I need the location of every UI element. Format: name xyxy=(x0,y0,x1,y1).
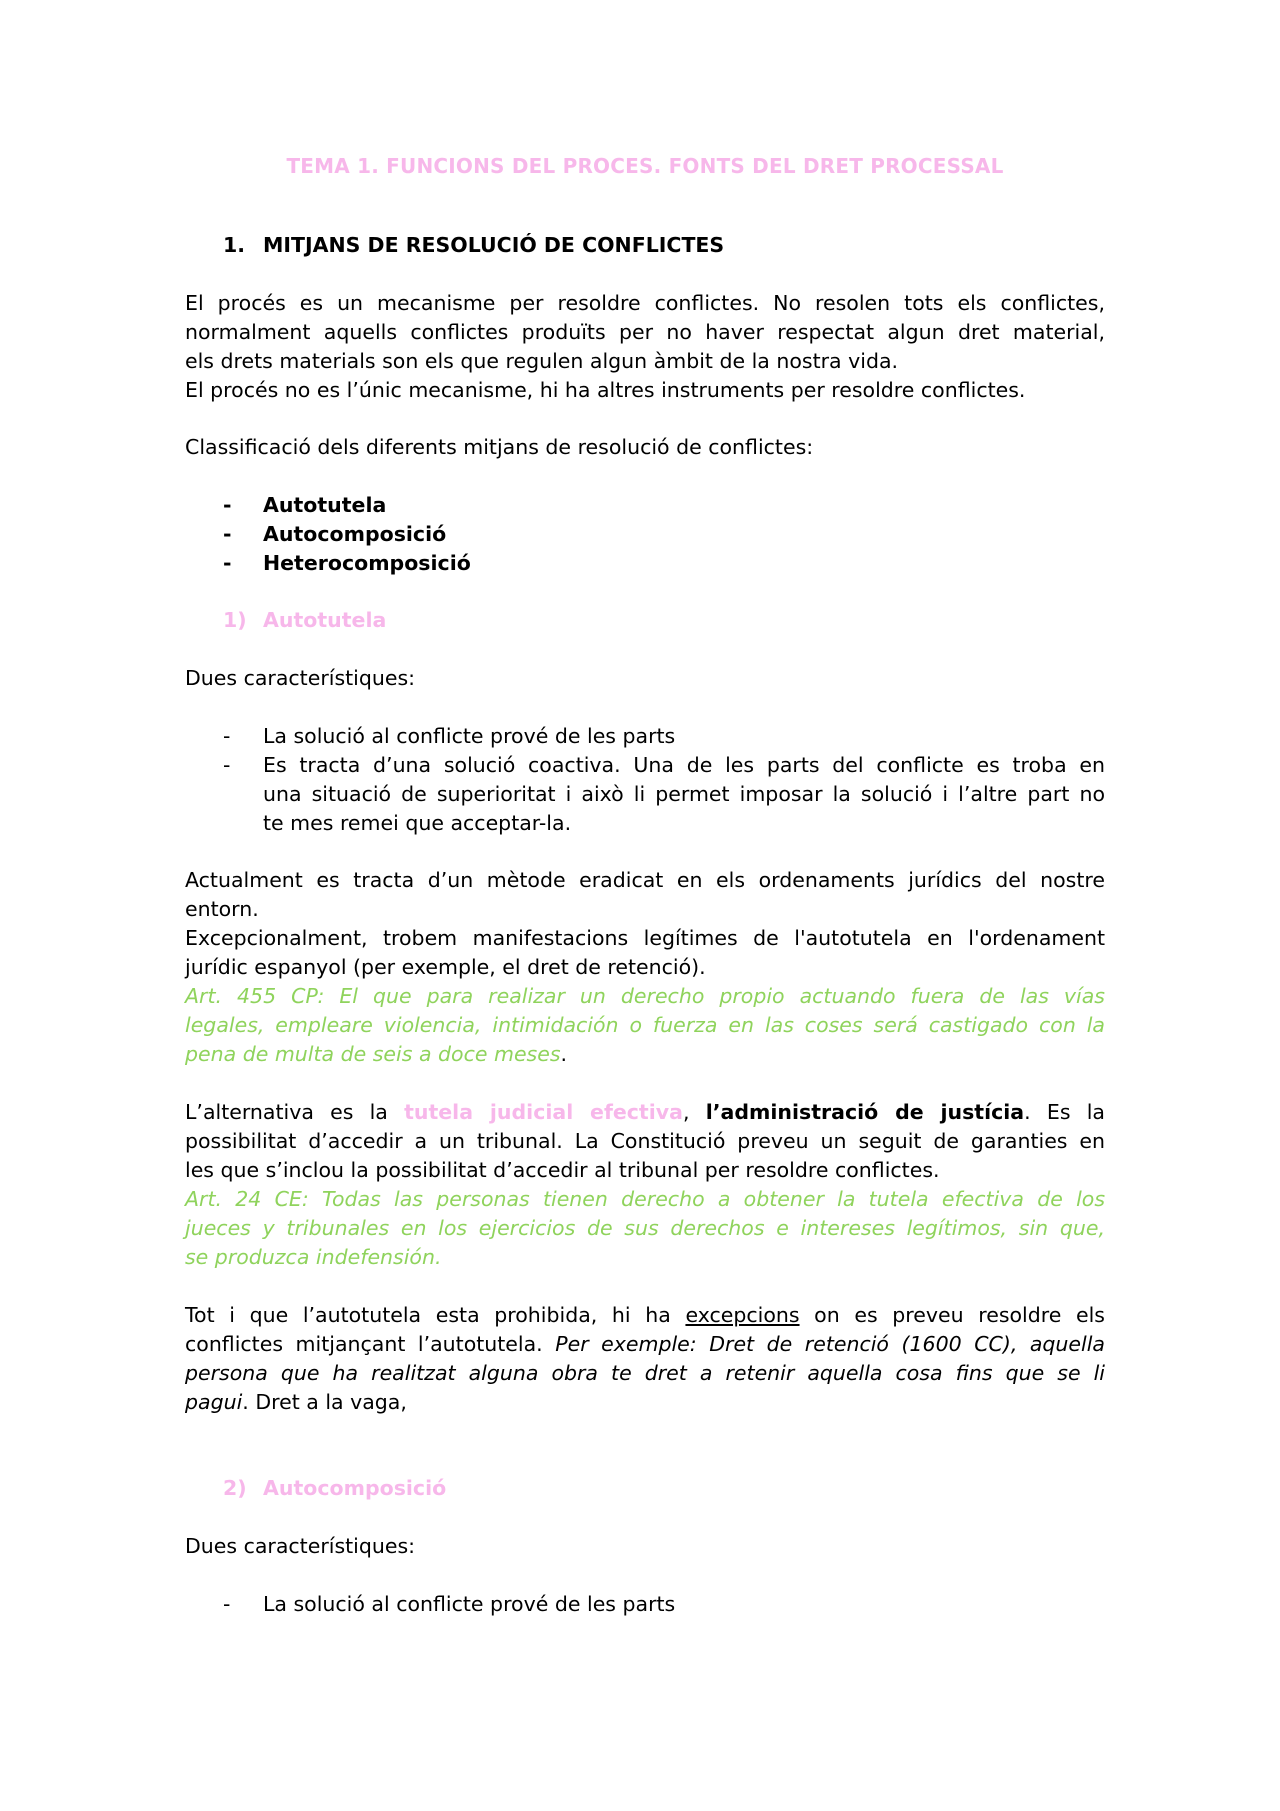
list-item-text: Autocomposició xyxy=(263,522,447,546)
subsection-heading-autocomposicio xyxy=(223,1474,1143,1503)
list-item-line: Es tracta d’una solució coactiva. Una de les parts del conflicte es troba en xyxy=(263,753,1105,777)
list-item xyxy=(185,491,1105,520)
list-item xyxy=(185,722,1105,751)
intro-line: El procés no es l’únic mecanisme, hi ha altres instruments per resoldre conflictes. xyxy=(185,378,1026,402)
characteristics-list xyxy=(185,1590,1105,1619)
paragraph-line: les que s’inclou la possibilitat d’accedir al tribunal per resoldre conflictes. xyxy=(185,1158,940,1182)
list-item-text: La solució al conflicte prové de les parts xyxy=(263,1592,676,1616)
excepcions-paragraph xyxy=(185,1301,1105,1417)
underlined-excepcions: excepcions xyxy=(685,1303,800,1327)
paragraph-line: Actualment es tracta d’un mètode eradicat en els ordenaments jurídics del nostre xyxy=(185,868,1105,892)
document-title: TEMA 1. FUNCIONS DEL PROCES. FONTS DEL DRET PROCESSAL xyxy=(286,154,1004,178)
bullet: - xyxy=(223,551,232,575)
text-span: . Es la xyxy=(1024,1100,1105,1124)
paragraph-line xyxy=(185,1301,1105,1330)
text-span: conflictes mitjançant l’autotutela. xyxy=(185,1332,556,1356)
types-list xyxy=(185,491,1105,581)
paragraph-line: entorn. xyxy=(185,897,259,921)
paragraph-line: jurídic espanyol (per exemple, el dret de retenció). xyxy=(185,955,706,979)
italic-span: Per exemple: Dret de retenció (1600 CC), aquella xyxy=(555,1332,1105,1356)
characteristics-list xyxy=(185,722,1105,842)
quote-line: Art. 24 CE: Todas las personas tienen derecho a obtener la tutela efectiva de los xyxy=(185,1187,1105,1211)
intro-line: normalment aquells conflictes produïts per no haver respectat algun dret material, xyxy=(185,320,1105,344)
quote-line: pena de multa de seis a doce meses xyxy=(185,1042,561,1066)
section-number: 1. xyxy=(223,233,246,257)
list-item xyxy=(185,520,1105,549)
list-item xyxy=(185,1590,1105,1619)
list-item-text xyxy=(263,751,1105,838)
text-span: Tot i que l’autotutela esta prohibida, hi ha xyxy=(185,1303,686,1327)
paragraph-line xyxy=(185,1388,1105,1417)
list-item-line: una situació de superioritat i això li permet imposar la solució i l’altre part no xyxy=(263,782,1105,806)
text-span: L’alternativa es la xyxy=(185,1100,405,1124)
text-span: on es preveu resoldre els xyxy=(799,1303,1105,1327)
bullet: - xyxy=(223,753,231,777)
subsection-number: 2) xyxy=(223,1476,247,1500)
quote-line: legales, empleare violencia, intimidación o fuerza en las coses será castigado con la xyxy=(185,1013,1105,1037)
quote-end: . xyxy=(560,1042,568,1066)
actualment-paragraph xyxy=(185,866,1105,1069)
intro-line: El procés es un mecanisme per resoldre conflictes. No resolen tots els conflictes, xyxy=(185,291,1105,315)
quote-line: se produzca indefensión. xyxy=(185,1245,442,1269)
list-item-text: Autotutela xyxy=(263,493,387,517)
characteristics-label: Dues característiques: xyxy=(185,666,416,690)
paragraph-line: possibilitat d’accedir a un tribunal. La Constitució preveu un seguit de garanties en xyxy=(185,1129,1105,1153)
quote-line: Art. 455 CP: El que para realizar un derecho propio actuando fuera de las vías xyxy=(185,984,1105,1008)
subsection-number: 1) xyxy=(223,608,247,632)
bullet: - xyxy=(223,724,231,748)
bullet: - xyxy=(223,1592,231,1616)
list-item-text: Heterocomposició xyxy=(263,551,471,575)
bold-administracio: l’administració de justícia xyxy=(705,1100,1025,1124)
classification-text: Classificació dels diferents mitjans de resolució de conflictes: xyxy=(185,435,814,459)
characteristics-label: Dues característiques: xyxy=(185,1534,416,1558)
subsection-heading-autotutela xyxy=(223,606,1143,635)
paragraph-line xyxy=(185,1098,1105,1127)
paragraph-line xyxy=(185,1330,1105,1359)
list-item xyxy=(185,549,1105,578)
bullet: - xyxy=(223,493,232,517)
text-span: . Dret a la vaga, xyxy=(242,1390,407,1414)
subsection-heading-text: Autocomposició xyxy=(263,1476,447,1500)
list-item-text: La solució al conflicte prové de les parts xyxy=(263,724,676,748)
paragraph-line: Excepcionalment, trobem manifestacions legítimes de l'autotutela en l'ordenament xyxy=(185,926,1105,950)
list-item-line: te mes remei que acceptar-la. xyxy=(263,811,572,835)
quote-line: jueces y tribunales en los ejercicios de sus derechos e intereses legítimos, sin que, xyxy=(185,1216,1105,1240)
highlight-tutela: tutela judicial efectiva xyxy=(404,1100,683,1124)
paragraph-line: persona que ha realitzat alguna obra te dret a retenir aquella cosa fins que se li xyxy=(185,1361,1105,1385)
italic-span: pagui xyxy=(185,1390,243,1414)
subsection-heading-text: Autotutela xyxy=(263,608,387,632)
intro-line: els drets materials son els que regulen algun àmbit de la nostra vida. xyxy=(185,349,899,373)
alternativa-paragraph xyxy=(185,1098,1105,1272)
text-span: , xyxy=(682,1100,706,1124)
section-heading xyxy=(223,231,1143,260)
section-heading-text: MITJANS DE RESOLUCIÓ DE CONFLICTES xyxy=(263,233,725,257)
intro-paragraph xyxy=(185,289,1105,405)
bullet: - xyxy=(223,522,232,546)
